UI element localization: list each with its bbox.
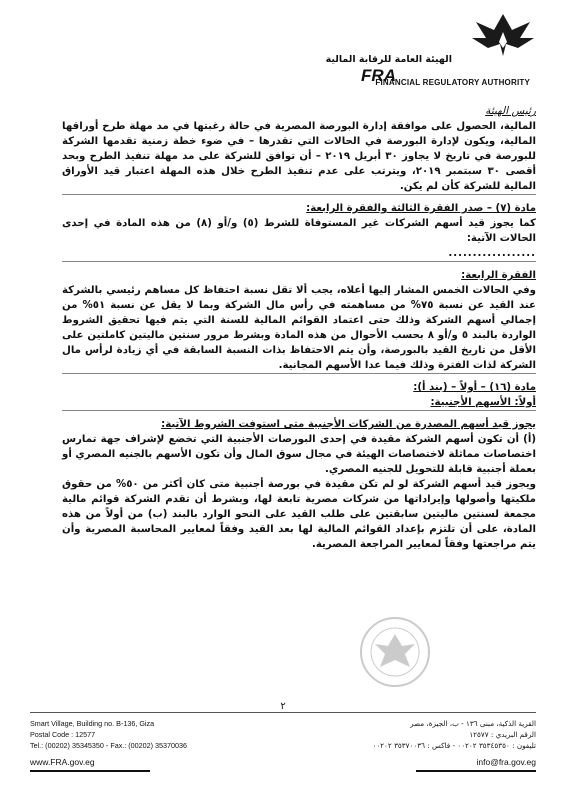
fra-logo	[325, 8, 538, 94]
paragraph-1: المالية، الحصول على موافقة إدارة البورصة المصرية في حالة رغبتها في مد مهلة طرح أوراقها المالية، ويكون لإدارة البورصة في الحالات التي تقدرها – في ضوء خطة زمنية تقدمها الشركة للبورصة في تاريخ لا يجاوز ٣٠ أبريل ٢٠١٩ – أن توافق للشركة على مد مهلة تنفيذ الطرح وبحد أقصى ٣٠ سبتمبر ٢٠١٩، ويترتب على عدم تنفيذ الطرح خلال هذه المهلة اعتبار قيد الأوراق المالية للشركة كأن لم يكن.	[62, 121, 537, 192]
footer-website-link[interactable]: www.FRA.gov.eg	[30, 757, 95, 767]
footer-postal-code-ar: الرقم البريدي : ١٢٥٧٧	[469, 730, 536, 739]
eagle-icon	[468, 8, 538, 78]
ellipsis-dots: ..................	[448, 248, 536, 259]
paragraph-5: ويجوز قيد أسهم الشركة لو لم تكن مقيدة في بورصة أجنبية متى كان أكثر من ٥٠% من حقوق ملكيتها وأصولها وإيراداتها من شركات مصرية تابعة لها، وبشرط أن تقدم الشركة قوائم مالية مجمعة لسنتين ماليتين سابقتين على طلب القيد على النحو الوارد بالبند (ب) من أولاً من هذه المادة، على أن تلتزم بإعداد القوائم المالية لها بعد القيد وفقاً لمعايير المحاسبة المصرية وأن يتم مراجعتها وفقاً لمعايير المراجعة المصرية.	[62, 479, 536, 550]
footer-divider	[30, 712, 536, 713]
article-16-title: مادة (١٦) – أولاً – (بند أ):	[62, 373, 536, 395]
paragraph-3: وفي الحالات الخمس المشار إليها أعلاه، يجب ألا تقل نسبة احتفاظ كل مساهم رئيسي بالشركة عند القيد عن نسبة ٧٥% من مساهمته في رأس مال الشركة وبما لا يقل عن نسبة ٥١% من إجمالي أسهم الشركة وذلك حتى اعتماد القوائم المالية للسنة التي يتم فيها تحقيق الشروط الواردة بالبند ٥ و/أو ٨ بحسب الأحوال من هذه المادة وبشرط مرور سنتين ماليتين كاملتين على الأقل من تاريخ القيد بالبورصة، وأن يتم الاحتفاظ بذات النسبة السابقة في أي زيادة لرأس مال الشركة لذات الفترة وذلك فيما عدا الأسهم المجانية.	[62, 285, 536, 371]
footer-postal-code: Postal Code : 12577	[30, 730, 96, 739]
logo-arabic-name: الهيئة العامة للرقابة المالية	[325, 54, 452, 65]
footer-address-line: Smart Village, Building no. B-136, Giza	[30, 719, 155, 728]
footer-address-ar	[372, 718, 536, 751]
footer-rule-left	[30, 770, 150, 772]
official-seal-icon	[340, 612, 450, 692]
footer-address-line-ar: القرية الذكية، مبنى ١٣٦ - ب، الجيزة، مصر	[410, 719, 536, 728]
paragraph-2: كما يجوز قيد أسهم الشركات غير المستوفاة للشرط (٥) و/أو (٨) من هذه المادة في إحدى الحالات الآتية:	[62, 218, 536, 244]
paragraph-4-title: الفقرة الرابعة:	[62, 261, 536, 283]
article-7-title: مادة (٧) – صدر الفقرة الثالثة والفقرة الرابعة:	[62, 194, 536, 216]
footer-phone-fax: Tel.: (00202) 35345350 - Fax.: (00202) 35370036	[30, 741, 188, 750]
item-a: (أ) أن تكون أسهم الشركة مقيدة في إحدى البورصات الأجنبية التي تخضع لإشراف جهة تمارس اختصاصات مماثلة لاختصاصات الهيئة في مجال سوق المال وأن تكون الأسهم بالجنيه المصري أو بعملة أجنبية قابلة للتحويل للجنيه المصري.	[62, 434, 536, 475]
paragraph-4-heading: يجوز قيد أسهم المصدرة من الشركات الأجنبية متى استوفت الشروط الآتية:	[62, 410, 536, 432]
logo-english-name: FINANCIAL REGULATORY AUTHORITY	[375, 78, 530, 87]
page-number: ٢	[280, 701, 286, 712]
heading-chairman: رئيس الهيئة	[485, 105, 536, 117]
document-body	[62, 104, 536, 552]
footer-rule-right	[416, 770, 536, 772]
logo-mark: FRA	[361, 66, 396, 85]
footer-phone-fax-ar: تليفون : ٣٥٣٤٥٣٥٠ ٠٠٢٠٢ - فاكس : ٣٥٣٧٠٠٣٦ ٠٠٢٠٢	[372, 741, 536, 750]
footer-email-link[interactable]: info@fra.gov.eg	[476, 757, 536, 767]
footer-address-en	[30, 718, 187, 751]
foreign-shares-title: أولاً: الأسهم الأجنبية:	[430, 397, 536, 408]
